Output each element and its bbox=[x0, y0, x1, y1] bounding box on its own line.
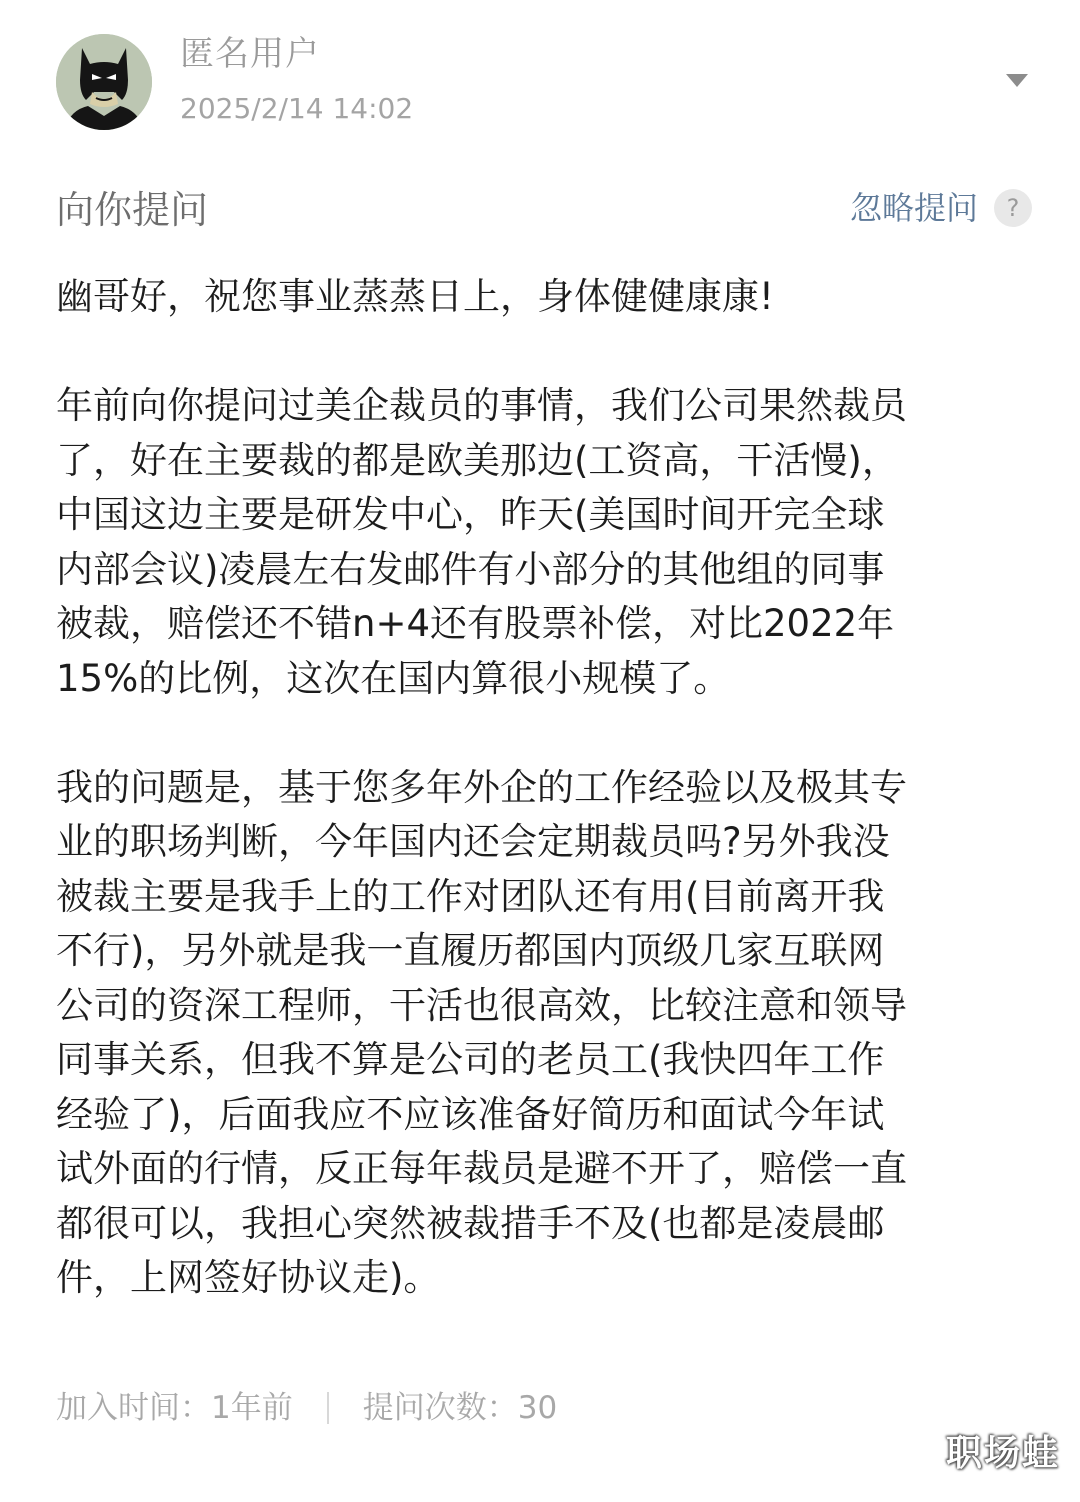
question-bar bbox=[56, 186, 1032, 236]
join-time-value: 1年前 bbox=[211, 1390, 293, 1426]
avatar[interactable] bbox=[56, 34, 152, 130]
caret-down-icon[interactable] bbox=[1006, 74, 1028, 87]
post-header bbox=[56, 34, 1036, 134]
greeting-paragraph: 幽哥好，祝您事业蒸蒸日上，身体健健康康! bbox=[56, 275, 774, 318]
ignore-question-button[interactable]: 忽略提问 bbox=[849, 189, 978, 227]
join-time-label: 加入时间： bbox=[56, 1390, 211, 1426]
question-content bbox=[56, 270, 1028, 1306]
question-count-label: 提问次数： bbox=[362, 1390, 518, 1426]
question-paragraph: 我的问题是，基于您多年外企的工作经验以及极其专 业的职场判断，今年国内还会定期裁员吗?另外我没 被裁主要是我手上的工作对团队还有用(目前离开我 不行)，另外就是我一直履历都国内顶级几家互联网 公司的资深工程师，干活也很高效，比较注意和领导 同事关系，但我不算是公司的老员工(我快四年工作 经验了)，后面我应不应该准备好简历和面试今年试 试外面的行情，反正每年裁员是避不开了，赔偿一直 都很可以，我担心突然被裁措手不及(也都是凌晨邮 件，上网签好协议走)。 bbox=[56, 765, 907, 1299]
question-title: 向你提问 bbox=[56, 188, 209, 232]
username[interactable]: 匿名用户 bbox=[180, 34, 320, 74]
watermark: 职场蛙 bbox=[945, 1433, 1060, 1474]
stats-divider bbox=[327, 1392, 329, 1424]
asker-stats bbox=[56, 1388, 557, 1428]
layoff-news-paragraph: 年前向你提问过美企裁员的事情，我们公司果然裁员 了，好在主要裁的都是欧美那边(工资高，干活慢)， 中国这边主要是研发中心，昨天(美国时间开完全球 内部会议)凌晨左右发邮件有小部分的其他组的同事 被裁，赔偿还不错n+4还有股票补偿，对比2022年 15%的比例，这次在国内算很小规模了。 bbox=[56, 384, 907, 700]
batman-avatar-icon bbox=[56, 34, 152, 130]
question-mark-icon[interactable]: ? bbox=[994, 189, 1032, 227]
question-count-value: 30 bbox=[517, 1390, 558, 1426]
post-timestamp: 2025/2/14 14:02 bbox=[180, 92, 414, 125]
